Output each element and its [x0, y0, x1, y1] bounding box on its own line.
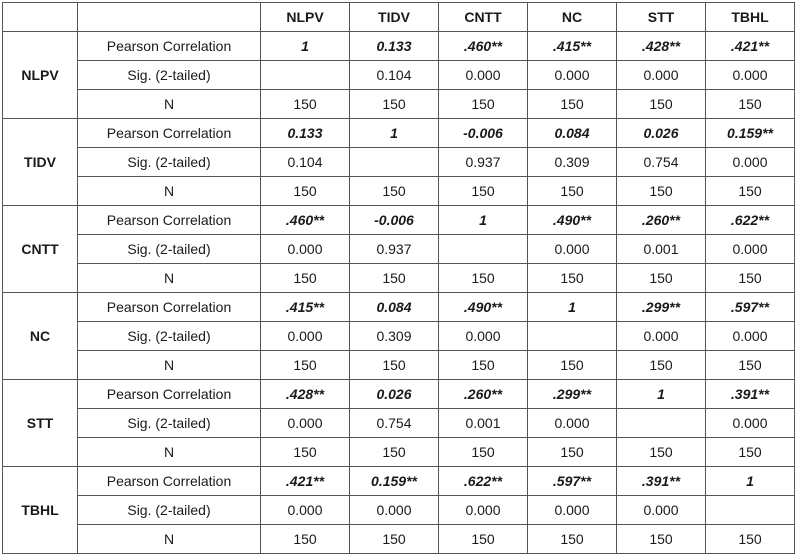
table-row	[3, 177, 795, 206]
sample-size-cell: 150	[528, 90, 617, 119]
header-blank-cell	[78, 3, 261, 32]
sample-size-cell: 150	[617, 525, 706, 554]
significance-cell: 0.000	[617, 322, 706, 351]
significance-cell: 0.001	[439, 409, 528, 438]
pearson-correlation-cell: 0.026	[617, 119, 706, 148]
sample-size-cell: 150	[261, 525, 350, 554]
sample-size-cell: 150	[617, 264, 706, 293]
significance-cell: 0.001	[617, 235, 706, 264]
column-header-tbhl: TBHL	[706, 3, 795, 32]
sample-size-cell: 150	[439, 438, 528, 467]
sample-size-cell: 150	[439, 90, 528, 119]
pearson-correlation-cell: .597**	[528, 467, 617, 496]
significance-cell	[528, 322, 617, 351]
significance-cell: 0.309	[528, 148, 617, 177]
pearson-correlation-cell: .421**	[261, 467, 350, 496]
pearson-correlation-cell: 0.133	[350, 32, 439, 61]
variable-label: TIDV	[3, 119, 78, 206]
table-row	[3, 525, 795, 554]
pearson-correlation-cell: 1	[261, 32, 350, 61]
pearson-correlation-cell: .428**	[617, 32, 706, 61]
statistic-label: Sig. (2-tailed)	[78, 235, 261, 264]
pearson-correlation-cell: 1	[617, 380, 706, 409]
statistic-label: N	[78, 90, 261, 119]
pearson-correlation-cell: 0.084	[350, 293, 439, 322]
significance-cell: 0.000	[528, 235, 617, 264]
statistic-label: Sig. (2-tailed)	[78, 409, 261, 438]
significance-cell: 0.937	[439, 148, 528, 177]
sample-size-cell: 150	[350, 177, 439, 206]
sample-size-cell: 150	[350, 264, 439, 293]
sample-size-cell: 150	[706, 438, 795, 467]
pearson-correlation-cell: .597**	[706, 293, 795, 322]
table-row	[3, 148, 795, 177]
variable-label: TBHL	[3, 467, 78, 554]
pearson-correlation-cell: .490**	[439, 293, 528, 322]
variable-label: CNTT	[3, 206, 78, 293]
column-header-nlpv: NLPV	[261, 3, 350, 32]
significance-cell: 0.000	[706, 148, 795, 177]
statistic-label: Pearson Correlation	[78, 206, 261, 235]
sample-size-cell: 150	[617, 177, 706, 206]
significance-cell: 0.000	[439, 61, 528, 90]
sample-size-cell: 150	[617, 438, 706, 467]
significance-cell: 0.754	[617, 148, 706, 177]
significance-cell: 0.000	[261, 235, 350, 264]
table-row	[3, 293, 795, 322]
sample-size-cell: 150	[261, 438, 350, 467]
pearson-correlation-cell: 0.133	[261, 119, 350, 148]
statistic-label: Pearson Correlation	[78, 32, 261, 61]
statistic-label: N	[78, 264, 261, 293]
significance-cell: 0.000	[261, 322, 350, 351]
pearson-correlation-cell: .415**	[528, 32, 617, 61]
sample-size-cell: 150	[261, 177, 350, 206]
significance-cell	[706, 496, 795, 525]
significance-cell: 0.937	[350, 235, 439, 264]
table-row	[3, 438, 795, 467]
pearson-correlation-cell: 1	[528, 293, 617, 322]
statistic-label: N	[78, 438, 261, 467]
pearson-correlation-cell: 1	[350, 119, 439, 148]
significance-cell	[439, 235, 528, 264]
sample-size-cell: 150	[350, 90, 439, 119]
pearson-correlation-cell: 0.159**	[706, 119, 795, 148]
pearson-correlation-cell: .415**	[261, 293, 350, 322]
sample-size-cell: 150	[617, 90, 706, 119]
sample-size-cell: 150	[439, 525, 528, 554]
sample-size-cell: 150	[528, 264, 617, 293]
table-row	[3, 380, 795, 409]
significance-cell: 0.000	[617, 61, 706, 90]
sample-size-cell: 150	[617, 351, 706, 380]
statistic-label: N	[78, 525, 261, 554]
sample-size-cell: 150	[261, 264, 350, 293]
pearson-correlation-cell: .622**	[706, 206, 795, 235]
statistic-label: Sig. (2-tailed)	[78, 148, 261, 177]
table-row	[3, 322, 795, 351]
table-row	[3, 90, 795, 119]
sample-size-cell: 150	[350, 351, 439, 380]
pearson-correlation-cell: .428**	[261, 380, 350, 409]
table-row	[3, 409, 795, 438]
table-row	[3, 235, 795, 264]
sample-size-cell: 150	[350, 525, 439, 554]
table-row	[3, 61, 795, 90]
statistic-label: Pearson Correlation	[78, 380, 261, 409]
pearson-correlation-cell: 1	[439, 206, 528, 235]
significance-cell: 0.000	[439, 496, 528, 525]
significance-cell	[261, 61, 350, 90]
correlation-table	[2, 2, 795, 554]
table-row	[3, 206, 795, 235]
significance-cell: 0.000	[350, 496, 439, 525]
sample-size-cell: 150	[706, 351, 795, 380]
table-row	[3, 264, 795, 293]
significance-cell: 0.000	[261, 496, 350, 525]
sample-size-cell: 150	[439, 351, 528, 380]
sample-size-cell: 150	[528, 177, 617, 206]
sample-size-cell: 150	[706, 264, 795, 293]
table-row	[3, 351, 795, 380]
statistic-label: Sig. (2-tailed)	[78, 496, 261, 525]
pearson-correlation-cell: 0.026	[350, 380, 439, 409]
significance-cell: 0.104	[261, 148, 350, 177]
table-row	[3, 467, 795, 496]
sample-size-cell: 150	[261, 351, 350, 380]
pearson-correlation-cell: .299**	[528, 380, 617, 409]
table-row	[3, 496, 795, 525]
significance-cell: 0.000	[528, 409, 617, 438]
significance-cell: 0.000	[706, 409, 795, 438]
significance-cell: 0.000	[439, 322, 528, 351]
header-blank-cell	[3, 3, 78, 32]
column-header-tidv: TIDV	[350, 3, 439, 32]
significance-cell: 0.000	[706, 61, 795, 90]
table-row	[3, 32, 795, 61]
statistic-label: Sig. (2-tailed)	[78, 61, 261, 90]
pearson-correlation-cell: .391**	[706, 380, 795, 409]
sample-size-cell: 150	[706, 525, 795, 554]
pearson-correlation-cell: -0.006	[350, 206, 439, 235]
variable-label: NC	[3, 293, 78, 380]
pearson-correlation-cell: .421**	[706, 32, 795, 61]
significance-cell: 0.104	[350, 61, 439, 90]
sample-size-cell: 150	[528, 525, 617, 554]
pearson-correlation-cell: -0.006	[439, 119, 528, 148]
significance-cell: 0.000	[528, 61, 617, 90]
statistic-label: Sig. (2-tailed)	[78, 322, 261, 351]
sample-size-cell: 150	[439, 264, 528, 293]
statistic-label: Pearson Correlation	[78, 293, 261, 322]
pearson-correlation-cell: .260**	[439, 380, 528, 409]
significance-cell: 0.000	[261, 409, 350, 438]
pearson-correlation-cell: .490**	[528, 206, 617, 235]
pearson-correlation-cell: .260**	[617, 206, 706, 235]
statistic-label: N	[78, 177, 261, 206]
pearson-correlation-cell: 0.159**	[350, 467, 439, 496]
pearson-correlation-cell: .299**	[617, 293, 706, 322]
sample-size-cell: 150	[706, 177, 795, 206]
statistic-label: N	[78, 351, 261, 380]
table-row	[3, 119, 795, 148]
variable-label: STT	[3, 380, 78, 467]
sample-size-cell: 150	[261, 90, 350, 119]
pearson-correlation-cell: .460**	[261, 206, 350, 235]
pearson-correlation-cell: .622**	[439, 467, 528, 496]
pearson-correlation-cell: 0.084	[528, 119, 617, 148]
statistic-label: Pearson Correlation	[78, 467, 261, 496]
significance-cell	[617, 409, 706, 438]
sample-size-cell: 150	[350, 438, 439, 467]
correlation-body	[3, 32, 795, 554]
significance-cell: 0.000	[706, 322, 795, 351]
significance-cell: 0.309	[350, 322, 439, 351]
pearson-correlation-cell: .391**	[617, 467, 706, 496]
variable-label: NLPV	[3, 32, 78, 119]
significance-cell: 0.000	[528, 496, 617, 525]
significance-cell	[350, 148, 439, 177]
column-header-stt: STT	[617, 3, 706, 32]
sample-size-cell: 150	[439, 177, 528, 206]
significance-cell: 0.000	[706, 235, 795, 264]
column-header-nc: NC	[528, 3, 617, 32]
significance-cell: 0.000	[617, 496, 706, 525]
significance-cell: 0.754	[350, 409, 439, 438]
sample-size-cell: 150	[528, 438, 617, 467]
column-header-cntt: CNTT	[439, 3, 528, 32]
sample-size-cell: 150	[706, 90, 795, 119]
pearson-correlation-cell: .460**	[439, 32, 528, 61]
sample-size-cell: 150	[528, 351, 617, 380]
statistic-label: Pearson Correlation	[78, 119, 261, 148]
pearson-correlation-cell: 1	[706, 467, 795, 496]
header-row	[3, 3, 795, 32]
